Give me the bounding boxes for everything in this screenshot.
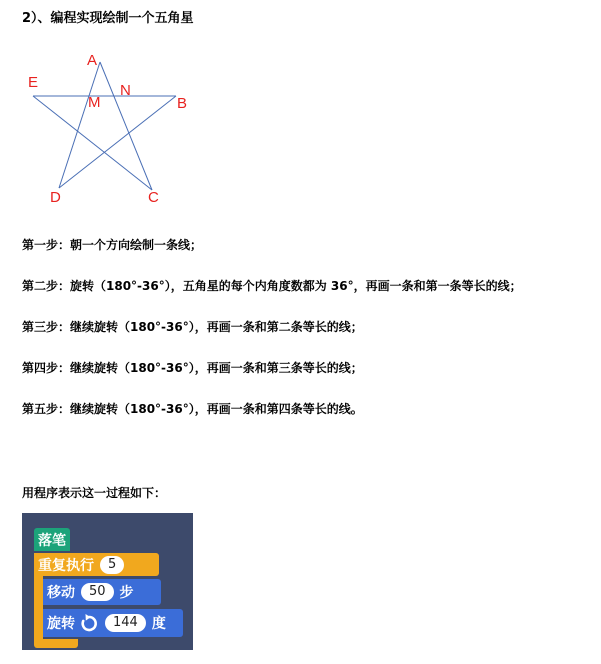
turn-label: 旋转 (47, 616, 75, 632)
step-3: 第三步：继续旋转（180°-36°），再画一条和第二条等长的线； (22, 320, 363, 334)
turn-degrees-input[interactable]: 144 (105, 614, 146, 632)
step-1: 第一步：朝一个方向绘制一条线； (22, 238, 203, 252)
pentagram-figure (20, 48, 200, 213)
repeat-block-foot (34, 639, 78, 648)
code-canvas (22, 513, 193, 650)
section-heading: 2）、编程实现绘制一个五角星 (22, 11, 194, 26)
repeat-label: 重复执行 (38, 557, 94, 574)
program-intro: 用程序表示这一过程如下： (22, 486, 167, 500)
step-4: 第四步：继续旋转（180°-36°），再画一条和第三条等长的线； (22, 361, 363, 375)
turn-block[interactable] (43, 609, 183, 637)
move-label: 移动 (47, 585, 75, 601)
move-steps-input[interactable]: 50 (81, 583, 114, 601)
move-block[interactable] (43, 579, 161, 605)
star-edge-b-d (59, 96, 176, 188)
star-edge-d-a (59, 62, 100, 188)
vertex-label-m: M (88, 94, 101, 111)
vertex-label-n: N (120, 82, 131, 99)
vertex-label-a: A (87, 52, 98, 69)
move-unit: 步 (119, 585, 134, 601)
vertex-label-b: B (177, 95, 188, 112)
rotate-clockwise-icon (79, 613, 99, 633)
step-5: 第五步：继续旋转（180°-36°），再画一条和第四条等长的线。 (22, 402, 363, 416)
vertex-label-e: E (28, 74, 39, 91)
pen-down-block[interactable]: 落笔 (34, 528, 70, 551)
repeat-count-input[interactable]: 5 (100, 556, 124, 574)
repeat-block-arm (34, 576, 43, 642)
vertex-label-c: C (148, 189, 159, 206)
step-2: 第二步：旋转（180°-36°），五角星的每个内角度数都为 36°，再画一条和第一条等长的线； (22, 279, 522, 293)
vertex-label-d: D (50, 189, 61, 206)
repeat-block[interactable] (34, 553, 159, 576)
turn-unit: 度 (151, 616, 166, 632)
